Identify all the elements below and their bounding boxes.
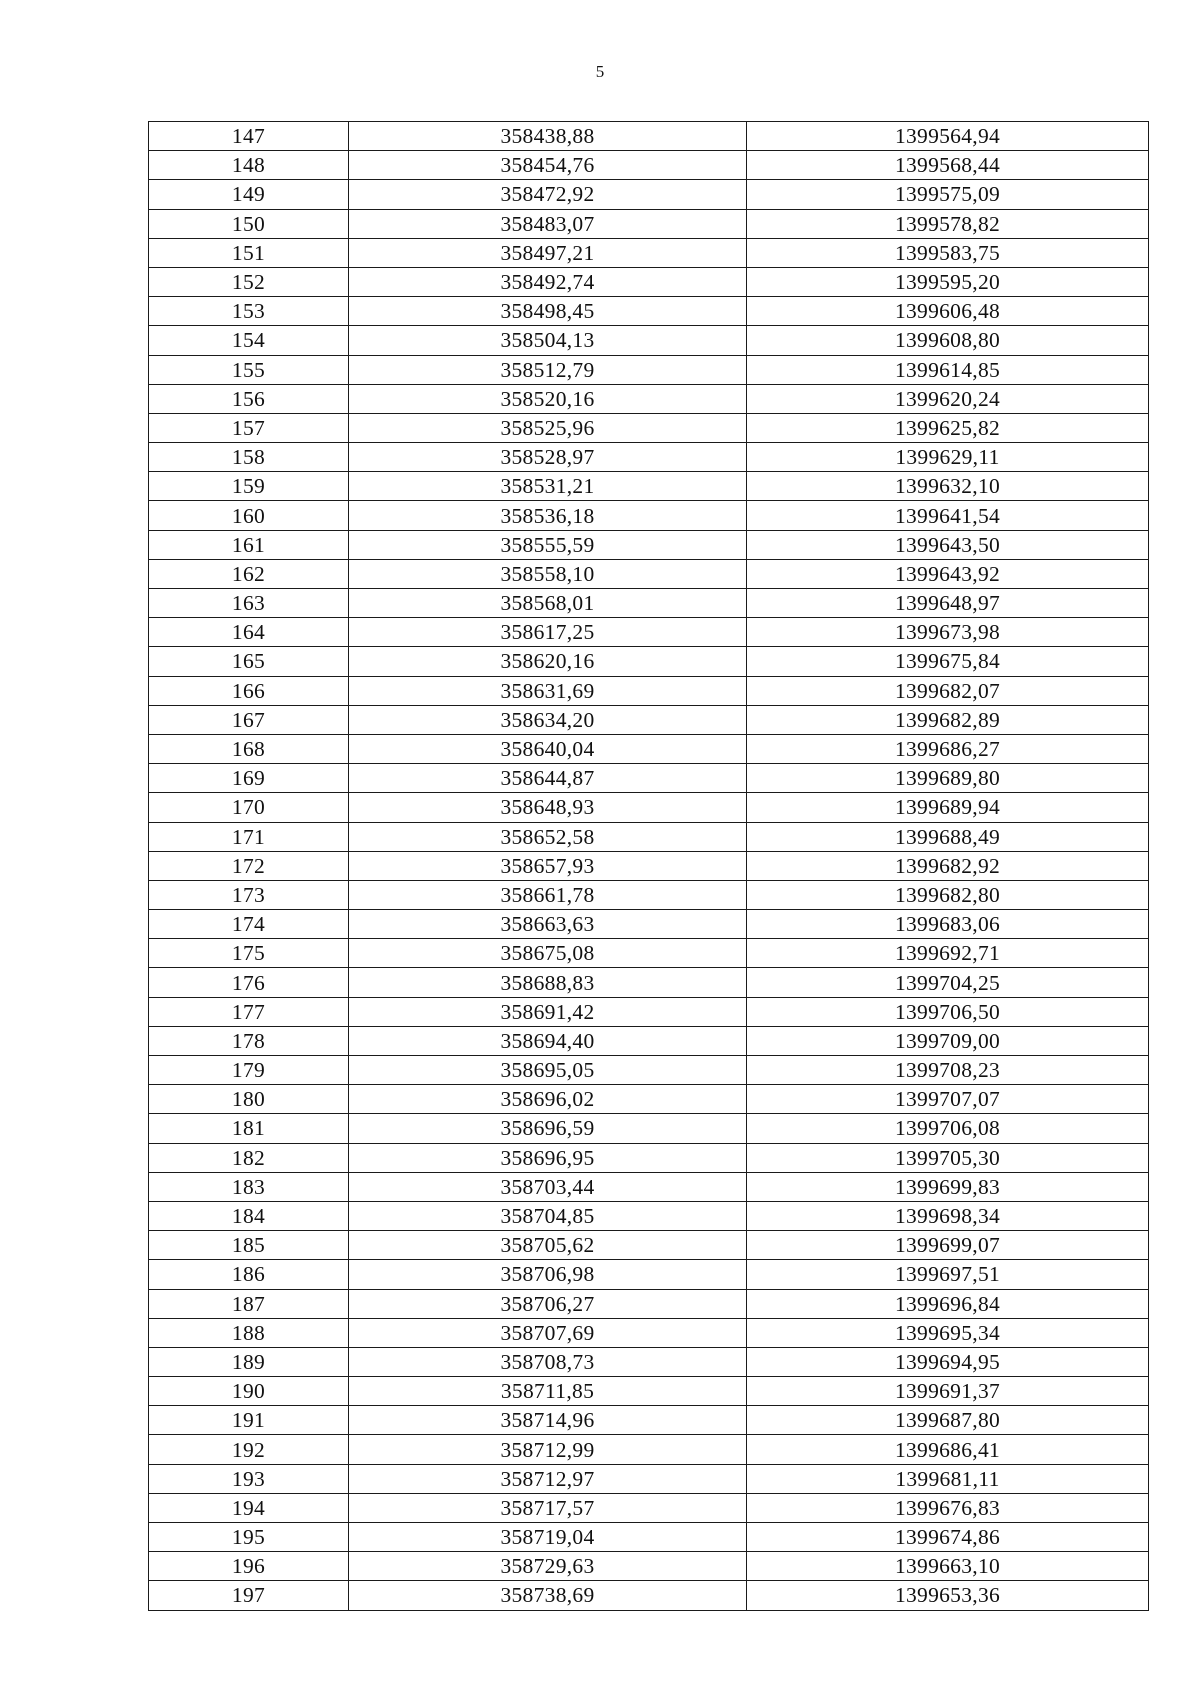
y-coordinate-cell: 1399575,09 bbox=[747, 180, 1149, 209]
table-row bbox=[149, 589, 1149, 618]
table-row bbox=[149, 443, 1149, 472]
table-row bbox=[149, 122, 1149, 151]
x-coordinate-cell: 358696,02 bbox=[349, 1085, 747, 1114]
y-coordinate-cell: 1399706,08 bbox=[747, 1114, 1149, 1143]
x-coordinate-cell: 358483,07 bbox=[349, 209, 747, 238]
y-coordinate-cell: 1399686,27 bbox=[747, 734, 1149, 763]
table-row bbox=[149, 1231, 1149, 1260]
x-coordinate-cell: 358675,08 bbox=[349, 939, 747, 968]
y-coordinate-cell: 1399675,84 bbox=[747, 647, 1149, 676]
point-number-cell: 187 bbox=[149, 1289, 349, 1318]
y-coordinate-cell: 1399699,83 bbox=[747, 1172, 1149, 1201]
table-row bbox=[149, 647, 1149, 676]
y-coordinate-cell: 1399564,94 bbox=[747, 122, 1149, 151]
point-number-cell: 152 bbox=[149, 267, 349, 296]
table-row bbox=[149, 1581, 1149, 1610]
x-coordinate-cell: 358696,59 bbox=[349, 1114, 747, 1143]
point-number-cell: 197 bbox=[149, 1581, 349, 1610]
x-coordinate-cell: 358512,79 bbox=[349, 355, 747, 384]
y-coordinate-cell: 1399606,48 bbox=[747, 297, 1149, 326]
table-row bbox=[149, 501, 1149, 530]
x-coordinate-cell: 358454,76 bbox=[349, 151, 747, 180]
y-coordinate-cell: 1399632,10 bbox=[747, 472, 1149, 501]
table-row bbox=[149, 209, 1149, 238]
y-coordinate-cell: 1399695,34 bbox=[747, 1318, 1149, 1347]
y-coordinate-cell: 1399694,95 bbox=[747, 1347, 1149, 1376]
y-coordinate-cell: 1399629,11 bbox=[747, 443, 1149, 472]
point-number-cell: 155 bbox=[149, 355, 349, 384]
x-coordinate-cell: 358620,16 bbox=[349, 647, 747, 676]
y-coordinate-cell: 1399663,10 bbox=[747, 1552, 1149, 1581]
point-number-cell: 176 bbox=[149, 968, 349, 997]
y-coordinate-cell: 1399653,36 bbox=[747, 1581, 1149, 1610]
table-row bbox=[149, 1201, 1149, 1230]
x-coordinate-cell: 358652,58 bbox=[349, 822, 747, 851]
table-row bbox=[149, 472, 1149, 501]
point-number-cell: 171 bbox=[149, 822, 349, 851]
y-coordinate-cell: 1399682,80 bbox=[747, 880, 1149, 909]
point-number-cell: 163 bbox=[149, 589, 349, 618]
point-number-cell: 149 bbox=[149, 180, 349, 209]
point-number-cell: 180 bbox=[149, 1085, 349, 1114]
x-coordinate-cell: 358492,74 bbox=[349, 267, 747, 296]
x-coordinate-cell: 358706,98 bbox=[349, 1260, 747, 1289]
x-coordinate-cell: 358661,78 bbox=[349, 880, 747, 909]
y-coordinate-cell: 1399689,80 bbox=[747, 764, 1149, 793]
y-coordinate-cell: 1399686,41 bbox=[747, 1435, 1149, 1464]
point-number-cell: 191 bbox=[149, 1406, 349, 1435]
x-coordinate-cell: 358712,97 bbox=[349, 1464, 747, 1493]
table-row bbox=[149, 734, 1149, 763]
x-coordinate-cell: 358558,10 bbox=[349, 559, 747, 588]
point-number-cell: 167 bbox=[149, 705, 349, 734]
x-coordinate-cell: 358631,69 bbox=[349, 676, 747, 705]
y-coordinate-cell: 1399620,24 bbox=[747, 384, 1149, 413]
x-coordinate-cell: 358663,63 bbox=[349, 910, 747, 939]
y-coordinate-cell: 1399691,37 bbox=[747, 1377, 1149, 1406]
x-coordinate-cell: 358634,20 bbox=[349, 705, 747, 734]
table-row bbox=[149, 297, 1149, 326]
point-number-cell: 166 bbox=[149, 676, 349, 705]
x-coordinate-cell: 358617,25 bbox=[349, 618, 747, 647]
table-row bbox=[149, 705, 1149, 734]
table-row bbox=[149, 851, 1149, 880]
x-coordinate-cell: 358568,01 bbox=[349, 589, 747, 618]
point-number-cell: 156 bbox=[149, 384, 349, 413]
y-coordinate-cell: 1399699,07 bbox=[747, 1231, 1149, 1260]
x-coordinate-cell: 358438,88 bbox=[349, 122, 747, 151]
y-coordinate-cell: 1399688,49 bbox=[747, 822, 1149, 851]
y-coordinate-cell: 1399683,06 bbox=[747, 910, 1149, 939]
point-number-cell: 154 bbox=[149, 326, 349, 355]
y-coordinate-cell: 1399704,25 bbox=[747, 968, 1149, 997]
y-coordinate-cell: 1399709,00 bbox=[747, 1026, 1149, 1055]
point-number-cell: 196 bbox=[149, 1552, 349, 1581]
y-coordinate-cell: 1399707,07 bbox=[747, 1085, 1149, 1114]
y-coordinate-cell: 1399706,50 bbox=[747, 997, 1149, 1026]
table-row bbox=[149, 1143, 1149, 1172]
x-coordinate-cell: 358497,21 bbox=[349, 238, 747, 267]
table-row bbox=[149, 1377, 1149, 1406]
point-number-cell: 172 bbox=[149, 851, 349, 880]
y-coordinate-cell: 1399696,84 bbox=[747, 1289, 1149, 1318]
point-number-cell: 161 bbox=[149, 530, 349, 559]
point-number-cell: 190 bbox=[149, 1377, 349, 1406]
y-coordinate-cell: 1399643,50 bbox=[747, 530, 1149, 559]
point-number-cell: 195 bbox=[149, 1523, 349, 1552]
table-row bbox=[149, 880, 1149, 909]
point-number-cell: 178 bbox=[149, 1026, 349, 1055]
y-coordinate-cell: 1399568,44 bbox=[747, 151, 1149, 180]
point-number-cell: 186 bbox=[149, 1260, 349, 1289]
x-coordinate-cell: 358706,27 bbox=[349, 1289, 747, 1318]
point-number-cell: 182 bbox=[149, 1143, 349, 1172]
table-row bbox=[149, 1318, 1149, 1347]
y-coordinate-cell: 1399595,20 bbox=[747, 267, 1149, 296]
table-row bbox=[149, 910, 1149, 939]
point-number-cell: 160 bbox=[149, 501, 349, 530]
table-row bbox=[149, 1523, 1149, 1552]
point-number-cell: 159 bbox=[149, 472, 349, 501]
coordinates-table-body bbox=[149, 122, 1149, 1611]
table-row bbox=[149, 530, 1149, 559]
y-coordinate-cell: 1399578,82 bbox=[747, 209, 1149, 238]
point-number-cell: 174 bbox=[149, 910, 349, 939]
x-coordinate-cell: 358657,93 bbox=[349, 851, 747, 880]
y-coordinate-cell: 1399681,11 bbox=[747, 1464, 1149, 1493]
point-number-cell: 188 bbox=[149, 1318, 349, 1347]
x-coordinate-cell: 358717,57 bbox=[349, 1493, 747, 1522]
point-number-cell: 184 bbox=[149, 1201, 349, 1230]
x-coordinate-cell: 358691,42 bbox=[349, 997, 747, 1026]
x-coordinate-cell: 358555,59 bbox=[349, 530, 747, 559]
table-row bbox=[149, 764, 1149, 793]
y-coordinate-cell: 1399682,89 bbox=[747, 705, 1149, 734]
point-number-cell: 169 bbox=[149, 764, 349, 793]
x-coordinate-cell: 358707,69 bbox=[349, 1318, 747, 1347]
table-row bbox=[149, 326, 1149, 355]
table-row bbox=[149, 267, 1149, 296]
table-row bbox=[149, 151, 1149, 180]
x-coordinate-cell: 358714,96 bbox=[349, 1406, 747, 1435]
table-row bbox=[149, 676, 1149, 705]
x-coordinate-cell: 358520,16 bbox=[349, 384, 747, 413]
table-row bbox=[149, 822, 1149, 851]
y-coordinate-cell: 1399687,80 bbox=[747, 1406, 1149, 1435]
x-coordinate-cell: 358528,97 bbox=[349, 443, 747, 472]
table-row bbox=[149, 618, 1149, 647]
table-row bbox=[149, 1056, 1149, 1085]
y-coordinate-cell: 1399625,82 bbox=[747, 413, 1149, 442]
table-row bbox=[149, 1114, 1149, 1143]
point-number-cell: 168 bbox=[149, 734, 349, 763]
x-coordinate-cell: 358703,44 bbox=[349, 1172, 747, 1201]
y-coordinate-cell: 1399674,86 bbox=[747, 1523, 1149, 1552]
table-row bbox=[149, 238, 1149, 267]
x-coordinate-cell: 358695,05 bbox=[349, 1056, 747, 1085]
point-number-cell: 185 bbox=[149, 1231, 349, 1260]
x-coordinate-cell: 358708,73 bbox=[349, 1347, 747, 1376]
point-number-cell: 148 bbox=[149, 151, 349, 180]
y-coordinate-cell: 1399697,51 bbox=[747, 1260, 1149, 1289]
table-row bbox=[149, 1172, 1149, 1201]
table-row bbox=[149, 180, 1149, 209]
table-row bbox=[149, 968, 1149, 997]
y-coordinate-cell: 1399689,94 bbox=[747, 793, 1149, 822]
coordinates-table bbox=[148, 121, 1149, 1611]
table-row bbox=[149, 939, 1149, 968]
y-coordinate-cell: 1399648,97 bbox=[747, 589, 1149, 618]
x-coordinate-cell: 358648,93 bbox=[349, 793, 747, 822]
table-row bbox=[149, 793, 1149, 822]
x-coordinate-cell: 358504,13 bbox=[349, 326, 747, 355]
table-row bbox=[149, 1347, 1149, 1376]
y-coordinate-cell: 1399673,98 bbox=[747, 618, 1149, 647]
x-coordinate-cell: 358712,99 bbox=[349, 1435, 747, 1464]
y-coordinate-cell: 1399708,23 bbox=[747, 1056, 1149, 1085]
table-row bbox=[149, 1085, 1149, 1114]
table-row bbox=[149, 1289, 1149, 1318]
point-number-cell: 175 bbox=[149, 939, 349, 968]
point-number-cell: 189 bbox=[149, 1347, 349, 1376]
point-number-cell: 183 bbox=[149, 1172, 349, 1201]
point-number-cell: 179 bbox=[149, 1056, 349, 1085]
point-number-cell: 193 bbox=[149, 1464, 349, 1493]
table-row bbox=[149, 559, 1149, 588]
y-coordinate-cell: 1399614,85 bbox=[747, 355, 1149, 384]
table-row bbox=[149, 1552, 1149, 1581]
table-row bbox=[149, 997, 1149, 1026]
point-number-cell: 165 bbox=[149, 647, 349, 676]
point-number-cell: 164 bbox=[149, 618, 349, 647]
x-coordinate-cell: 358719,04 bbox=[349, 1523, 747, 1552]
table-row bbox=[149, 1464, 1149, 1493]
table-row bbox=[149, 1406, 1149, 1435]
y-coordinate-cell: 1399682,07 bbox=[747, 676, 1149, 705]
table-row bbox=[149, 1026, 1149, 1055]
y-coordinate-cell: 1399643,92 bbox=[747, 559, 1149, 588]
y-coordinate-cell: 1399583,75 bbox=[747, 238, 1149, 267]
point-number-cell: 158 bbox=[149, 443, 349, 472]
x-coordinate-cell: 358536,18 bbox=[349, 501, 747, 530]
point-number-cell: 177 bbox=[149, 997, 349, 1026]
x-coordinate-cell: 358644,87 bbox=[349, 764, 747, 793]
table-row bbox=[149, 1260, 1149, 1289]
x-coordinate-cell: 358696,95 bbox=[349, 1143, 747, 1172]
y-coordinate-cell: 1399682,92 bbox=[747, 851, 1149, 880]
x-coordinate-cell: 358525,96 bbox=[349, 413, 747, 442]
x-coordinate-cell: 358694,40 bbox=[349, 1026, 747, 1055]
x-coordinate-cell: 358704,85 bbox=[349, 1201, 747, 1230]
point-number-cell: 157 bbox=[149, 413, 349, 442]
point-number-cell: 153 bbox=[149, 297, 349, 326]
table-row bbox=[149, 355, 1149, 384]
table-row bbox=[149, 1493, 1149, 1522]
x-coordinate-cell: 358711,85 bbox=[349, 1377, 747, 1406]
x-coordinate-cell: 358531,21 bbox=[349, 472, 747, 501]
point-number-cell: 192 bbox=[149, 1435, 349, 1464]
x-coordinate-cell: 358738,69 bbox=[349, 1581, 747, 1610]
point-number-cell: 194 bbox=[149, 1493, 349, 1522]
point-number-cell: 147 bbox=[149, 122, 349, 151]
y-coordinate-cell: 1399705,30 bbox=[747, 1143, 1149, 1172]
point-number-cell: 150 bbox=[149, 209, 349, 238]
table-row bbox=[149, 413, 1149, 442]
y-coordinate-cell: 1399608,80 bbox=[747, 326, 1149, 355]
y-coordinate-cell: 1399698,34 bbox=[747, 1201, 1149, 1230]
y-coordinate-cell: 1399641,54 bbox=[747, 501, 1149, 530]
point-number-cell: 181 bbox=[149, 1114, 349, 1143]
point-number-cell: 173 bbox=[149, 880, 349, 909]
x-coordinate-cell: 358472,92 bbox=[349, 180, 747, 209]
point-number-cell: 170 bbox=[149, 793, 349, 822]
x-coordinate-cell: 358498,45 bbox=[349, 297, 747, 326]
x-coordinate-cell: 358705,62 bbox=[349, 1231, 747, 1260]
point-number-cell: 162 bbox=[149, 559, 349, 588]
table-row bbox=[149, 1435, 1149, 1464]
y-coordinate-cell: 1399692,71 bbox=[747, 939, 1149, 968]
page-number: 5 bbox=[595, 62, 605, 81]
point-number-cell: 151 bbox=[149, 238, 349, 267]
y-coordinate-cell: 1399676,83 bbox=[747, 1493, 1149, 1522]
x-coordinate-cell: 358688,83 bbox=[349, 968, 747, 997]
table-row bbox=[149, 384, 1149, 413]
x-coordinate-cell: 358640,04 bbox=[349, 734, 747, 763]
x-coordinate-cell: 358729,63 bbox=[349, 1552, 747, 1581]
